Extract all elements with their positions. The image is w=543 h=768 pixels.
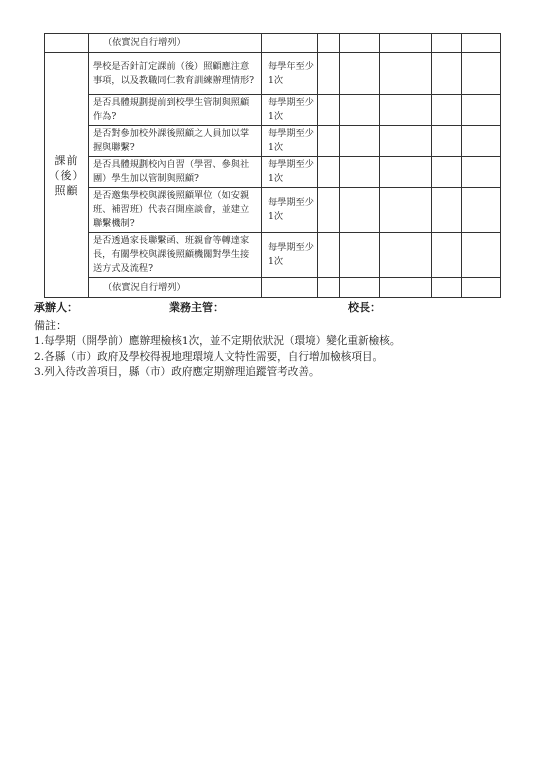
note-item: 1.每學期（開學前）應辦理檢核1次，並不定期依狀況（環境）變化重新檢核。: [34, 335, 401, 347]
check-frequency: 每學期至少1次: [262, 188, 318, 233]
checklist-table: [44, 33, 501, 298]
check-frequency: 每學期至少1次: [262, 126, 318, 157]
table-row: [45, 157, 501, 188]
note-item: 3.列入待改善項目，縣（市）政府應定期辦理追蹤管考改善。: [34, 366, 320, 378]
table-row: [45, 188, 501, 233]
check-item: 是否透過家長聯繫函、班親會等轉達家長，有關學校與課後照顧機關對學生接送方式及流程?: [89, 233, 262, 278]
supervisor-label: 業務主管：: [169, 301, 224, 314]
table-row: [45, 126, 501, 157]
table-row: [45, 34, 501, 53]
check-frequency: 每學期至少1次: [262, 157, 318, 188]
notes-list: [34, 334, 400, 381]
handler-label: 承辦人：: [34, 301, 78, 314]
category-cell-empty: [45, 34, 89, 53]
signature-line: [34, 299, 504, 315]
check-item: 是否邀集學校與課後照顧單位（如安親班、補習班）代表召開座談會，並建立聯繫機制?: [89, 188, 262, 233]
check-item: 學校是否針訂定課前（後）照顧應注意事項，以及教職同仁教育訓練辦理情形?: [89, 53, 262, 95]
table-row: [45, 278, 501, 298]
check-frequency: 每學期至少1次: [262, 95, 318, 126]
table-row: [45, 95, 501, 126]
notes-label: 備註：: [34, 319, 67, 332]
category-cell: [45, 53, 89, 298]
principal-label: 校長：: [348, 301, 381, 314]
note-item: 2.各縣（市）政府及學校得視地理環境人文特性需要，自行增加檢核項目。: [34, 350, 384, 363]
check-item: 是否對參加校外課後照顧之人員加以掌握與聯繫?: [89, 126, 262, 157]
top-note: （依實況自行增列）: [89, 34, 262, 53]
bottom-note: （依實況自行增列）: [89, 278, 262, 298]
check-frequency: 每學期至少1次: [262, 233, 318, 278]
table-row: [45, 53, 501, 95]
table-row: [45, 233, 501, 278]
check-frequency: 每學年至少1次: [262, 53, 318, 95]
category-line: 課前: [54, 153, 79, 167]
category-line: 照顧: [54, 183, 79, 197]
check-item: 是否具體規劃提前到校學生管制與照顧作為?: [89, 95, 262, 126]
check-item: 是否具體規劃校內自習（學習、參與社團）學生加以管制與照顧?: [89, 157, 262, 188]
category-line: （後）: [48, 168, 85, 182]
